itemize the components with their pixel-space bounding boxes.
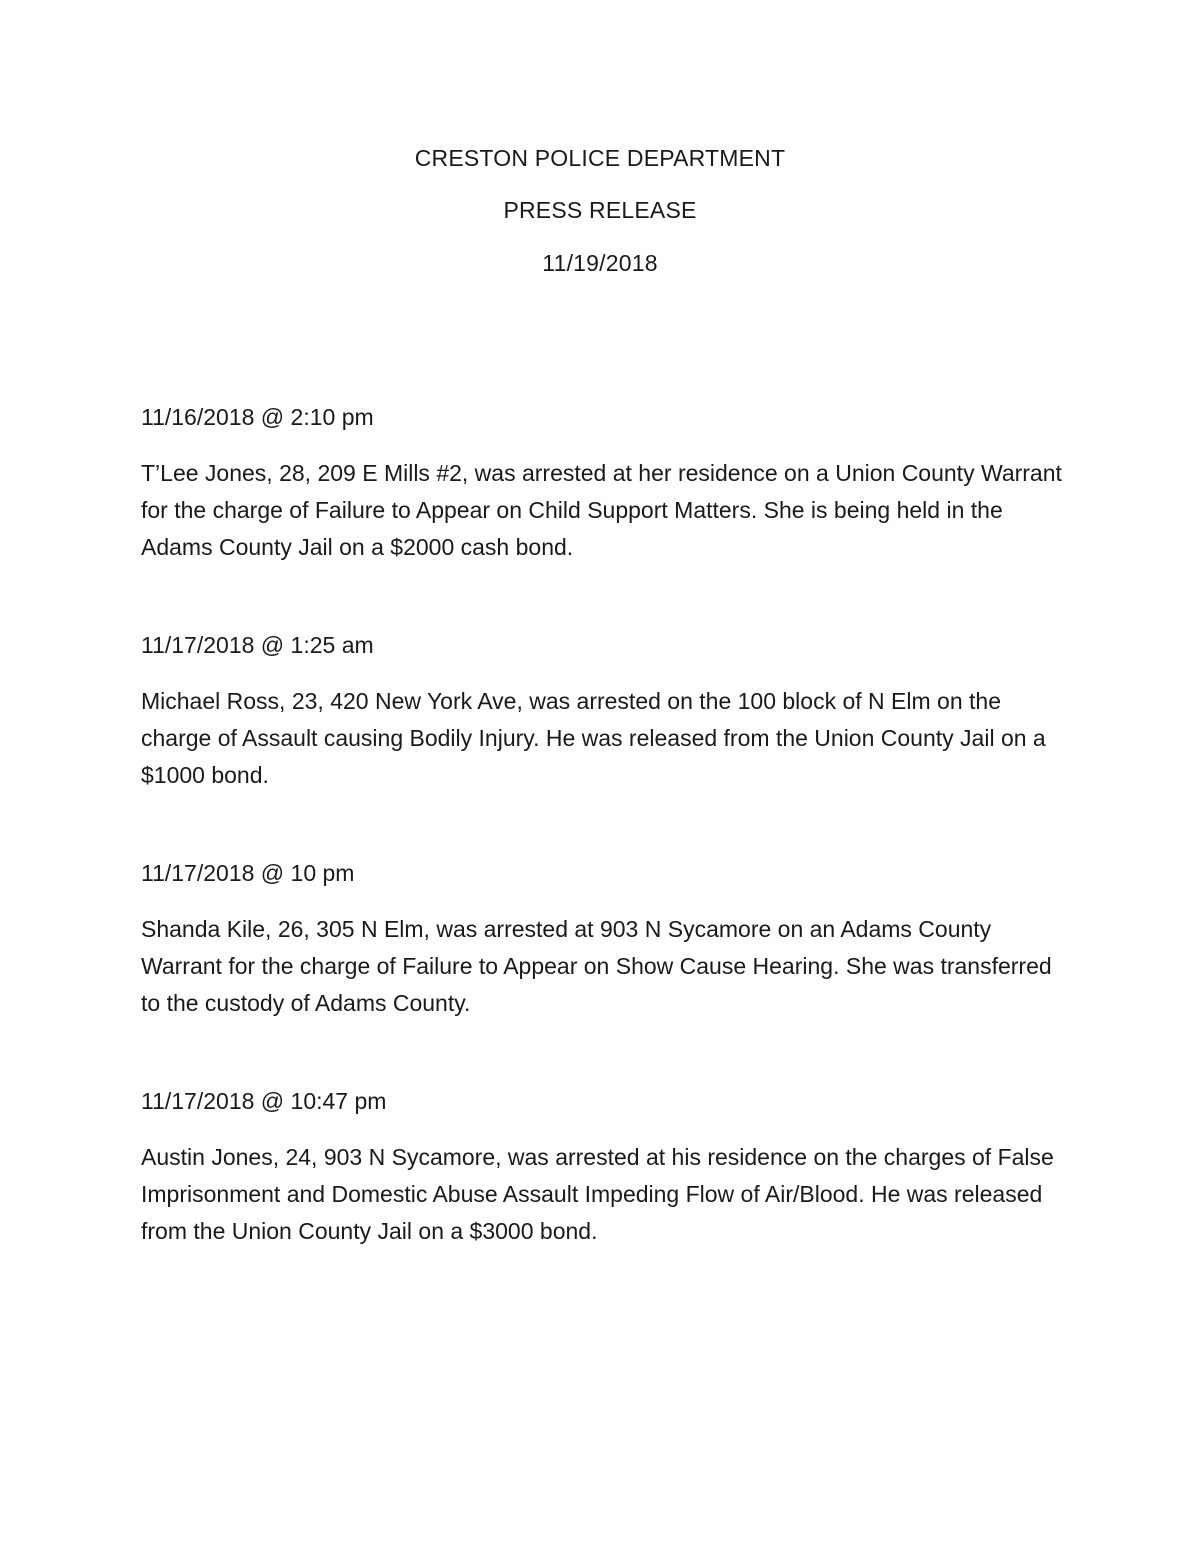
arrest-entry bbox=[141, 631, 1071, 794]
entry-datetime: 11/16/2018 @ 2:10 pm bbox=[141, 404, 374, 430]
arrest-entry bbox=[141, 403, 1071, 566]
arrest-entry bbox=[141, 1087, 1071, 1250]
entry-text: Austin Jones, 24, 903 N Sycamore, was arrested at his residence on the charges of False Imprisonment and Domestic Abuse Assault Impeding Flow of Air/Blood. He was released from the Union County Jail on a $3000 bond. bbox=[141, 1144, 1054, 1244]
entry-datetime: 11/17/2018 @ 10:47 pm bbox=[141, 1088, 387, 1114]
document-type: PRESS RELEASE bbox=[503, 197, 697, 223]
arrest-entry bbox=[141, 859, 1071, 1022]
release-date: 11/19/2018 bbox=[542, 250, 658, 276]
entry-datetime: 11/17/2018 @ 1:25 am bbox=[141, 632, 374, 658]
department-title: CRESTON POLICE DEPARTMENT bbox=[414, 145, 786, 171]
entry-datetime: 11/17/2018 @ 10 pm bbox=[141, 860, 355, 886]
entry-text: Michael Ross, 23, 420 New York Ave, was arrested on the 100 block of N Elm on the charge of Assault causing Bodily Injury. He was released from the Union County Jail on a $1000 bond. bbox=[141, 688, 1046, 788]
entry-text: T’Lee Jones, 28, 209 E Mills #2, was arrested at her residence on a Union County Warrant for the charge of Failure to Appear on Child Support Matters. She is being held in the Adams County Jail on a $2000 cash bond. bbox=[141, 460, 1062, 560]
entry-text: Shanda Kile, 26, 305 N Elm, was arrested at 903 N Sycamore on an Adams County Warrant for the charge of Failure to Appear on Show Cause Hearing. She was transferred to the custody of Adams County. bbox=[141, 916, 1052, 1016]
